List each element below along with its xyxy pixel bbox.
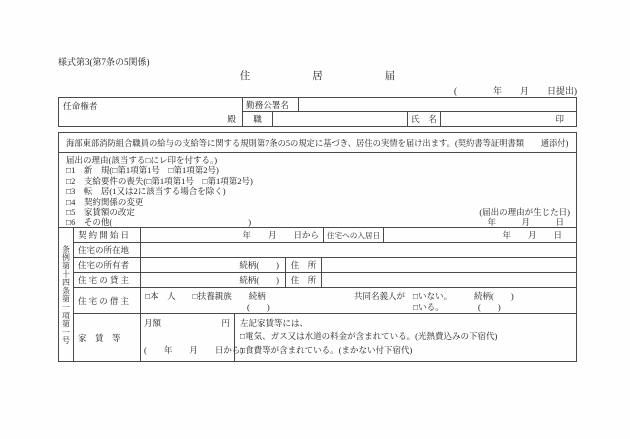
- rent-note-meals-checkbox: □食費等が含まれている。(まかない付下宿代): [240, 345, 413, 355]
- lessor-address-field: [322, 273, 576, 287]
- monthly-amount-label: 月額: [144, 318, 162, 328]
- table-rows: [74, 228, 576, 361]
- house-owner-label: 住宅の所有者: [74, 258, 141, 272]
- joint-holder-yes-checkbox: □いる。: [413, 302, 444, 312]
- position-name-row: [243, 112, 576, 126]
- residence-detail-table: [59, 228, 576, 361]
- house-borrower-row: [74, 288, 576, 314]
- house-location-field: [141, 243, 576, 257]
- borrower-self-dependent-checkboxes: □本 人 □扶養親族 続柄: [145, 291, 266, 301]
- reason-heading: 届出の理由(該当する□にレ印を付する。): [66, 155, 218, 165]
- joint-holder-no-checkbox: □いない。: [413, 291, 453, 301]
- title-char-1: 住: [239, 71, 251, 82]
- lessor-address-label: 住 所: [286, 273, 322, 287]
- rent-from-date-fields: ( 年 月 日から): [144, 345, 244, 355]
- owner-address-label: 住 所: [286, 258, 322, 272]
- rent-label: 家 賃 等: [74, 314, 141, 361]
- rent-note-utilities-checkbox: □電気、ガス又は水道の料金が含まれている。(光熱費込みの下宿代): [240, 331, 498, 341]
- borrower-options-cell: [141, 288, 576, 313]
- contract-start-label: 契 約 開 始 日: [74, 228, 141, 242]
- reason-item-5: □5 家賃額の改定: [66, 206, 135, 217]
- appointer-cell: [59, 98, 243, 126]
- reason-section: [59, 153, 576, 228]
- reason-item-1: □1 新 規(□第1項第1号 □第1項第2号): [66, 165, 219, 176]
- reason-item-2: □2 支給要件の喪失(□第1項第1号 □第1項第2号): [66, 175, 253, 186]
- ordinance-vertical-header: 条例第十四条第一項第一号: [59, 228, 74, 361]
- office-name-field: [299, 98, 576, 111]
- appointer-label: 任命権者: [63, 101, 98, 111]
- title-char-2: 居: [312, 71, 323, 82]
- house-lessor-label: 住 宅 の 貸 主: [74, 273, 141, 287]
- rent-notes-cell: [235, 314, 576, 361]
- form-id-label: 様式第3(第7条の5関係): [58, 57, 150, 67]
- office-name-row: [243, 98, 576, 112]
- owner-address-field: [322, 258, 576, 272]
- name-field: [441, 112, 576, 126]
- contract-start-date-fields: 年 月 日から: [141, 228, 324, 242]
- rent-note-heading: 左記家賃等には、: [240, 318, 309, 328]
- house-location-row: [74, 243, 576, 258]
- move-in-date-fields: 年 月 日: [502, 230, 562, 240]
- appointer-right-block: [243, 98, 576, 126]
- position-field: [273, 112, 408, 126]
- lessor-relation-field: 続柄( ): [141, 273, 286, 287]
- house-lessor-row: [74, 273, 576, 288]
- house-owner-row: [74, 258, 576, 273]
- position-label: 職: [243, 112, 273, 126]
- reason-occurred-label: (届出の理由が生じた日): [479, 207, 570, 217]
- joint-holder-label: 共同名義人が: [354, 291, 406, 301]
- rent-row: [74, 314, 576, 361]
- owner-relation-field: 続柄( ): [141, 258, 286, 272]
- declaration-text: 海部東部消防組合職員の給与の支給等に関する規則第7条の5の規定に基づき、居住の実情を届け出ます。(契約書等証明書類 通添付): [66, 138, 569, 148]
- form-title: [58, 68, 577, 83]
- move-in-label: 住宅への入居日: [324, 228, 384, 242]
- declaration-row: [59, 133, 576, 153]
- appointer-box: [58, 97, 577, 127]
- yen-unit-label: 円: [221, 318, 230, 328]
- office-name-label: 勤務公署名: [243, 98, 299, 111]
- reason-item-6: □6 その他( ): [66, 217, 252, 228]
- house-borrower-label: 住 宅 の 借 主: [74, 288, 141, 313]
- borrower-relation-paren: ( ): [247, 302, 270, 312]
- contract-start-row: [74, 228, 576, 243]
- seal-mark: 印: [555, 114, 564, 124]
- name-label: 氏 名: [408, 112, 441, 126]
- reason-item-4: □4 契約関係の変更: [66, 196, 144, 207]
- reason-occurred-date-fields: 年 月 日: [487, 217, 564, 227]
- submit-date-note: ( 年 月 日提出): [454, 86, 577, 96]
- dono-honorific: 殿: [227, 114, 236, 124]
- form-body-box: [58, 132, 577, 362]
- reason-item-3: □3 転 居(1又は2に該当する場合を除く): [66, 186, 226, 197]
- joint-holder-relation-paren: ( ): [478, 302, 501, 312]
- joint-holder-relation-field: 続柄( ): [474, 291, 514, 301]
- title-char-3: 届: [384, 71, 396, 82]
- rent-amount-cell: [141, 314, 244, 361]
- house-location-label: 住宅の所在地: [74, 243, 141, 257]
